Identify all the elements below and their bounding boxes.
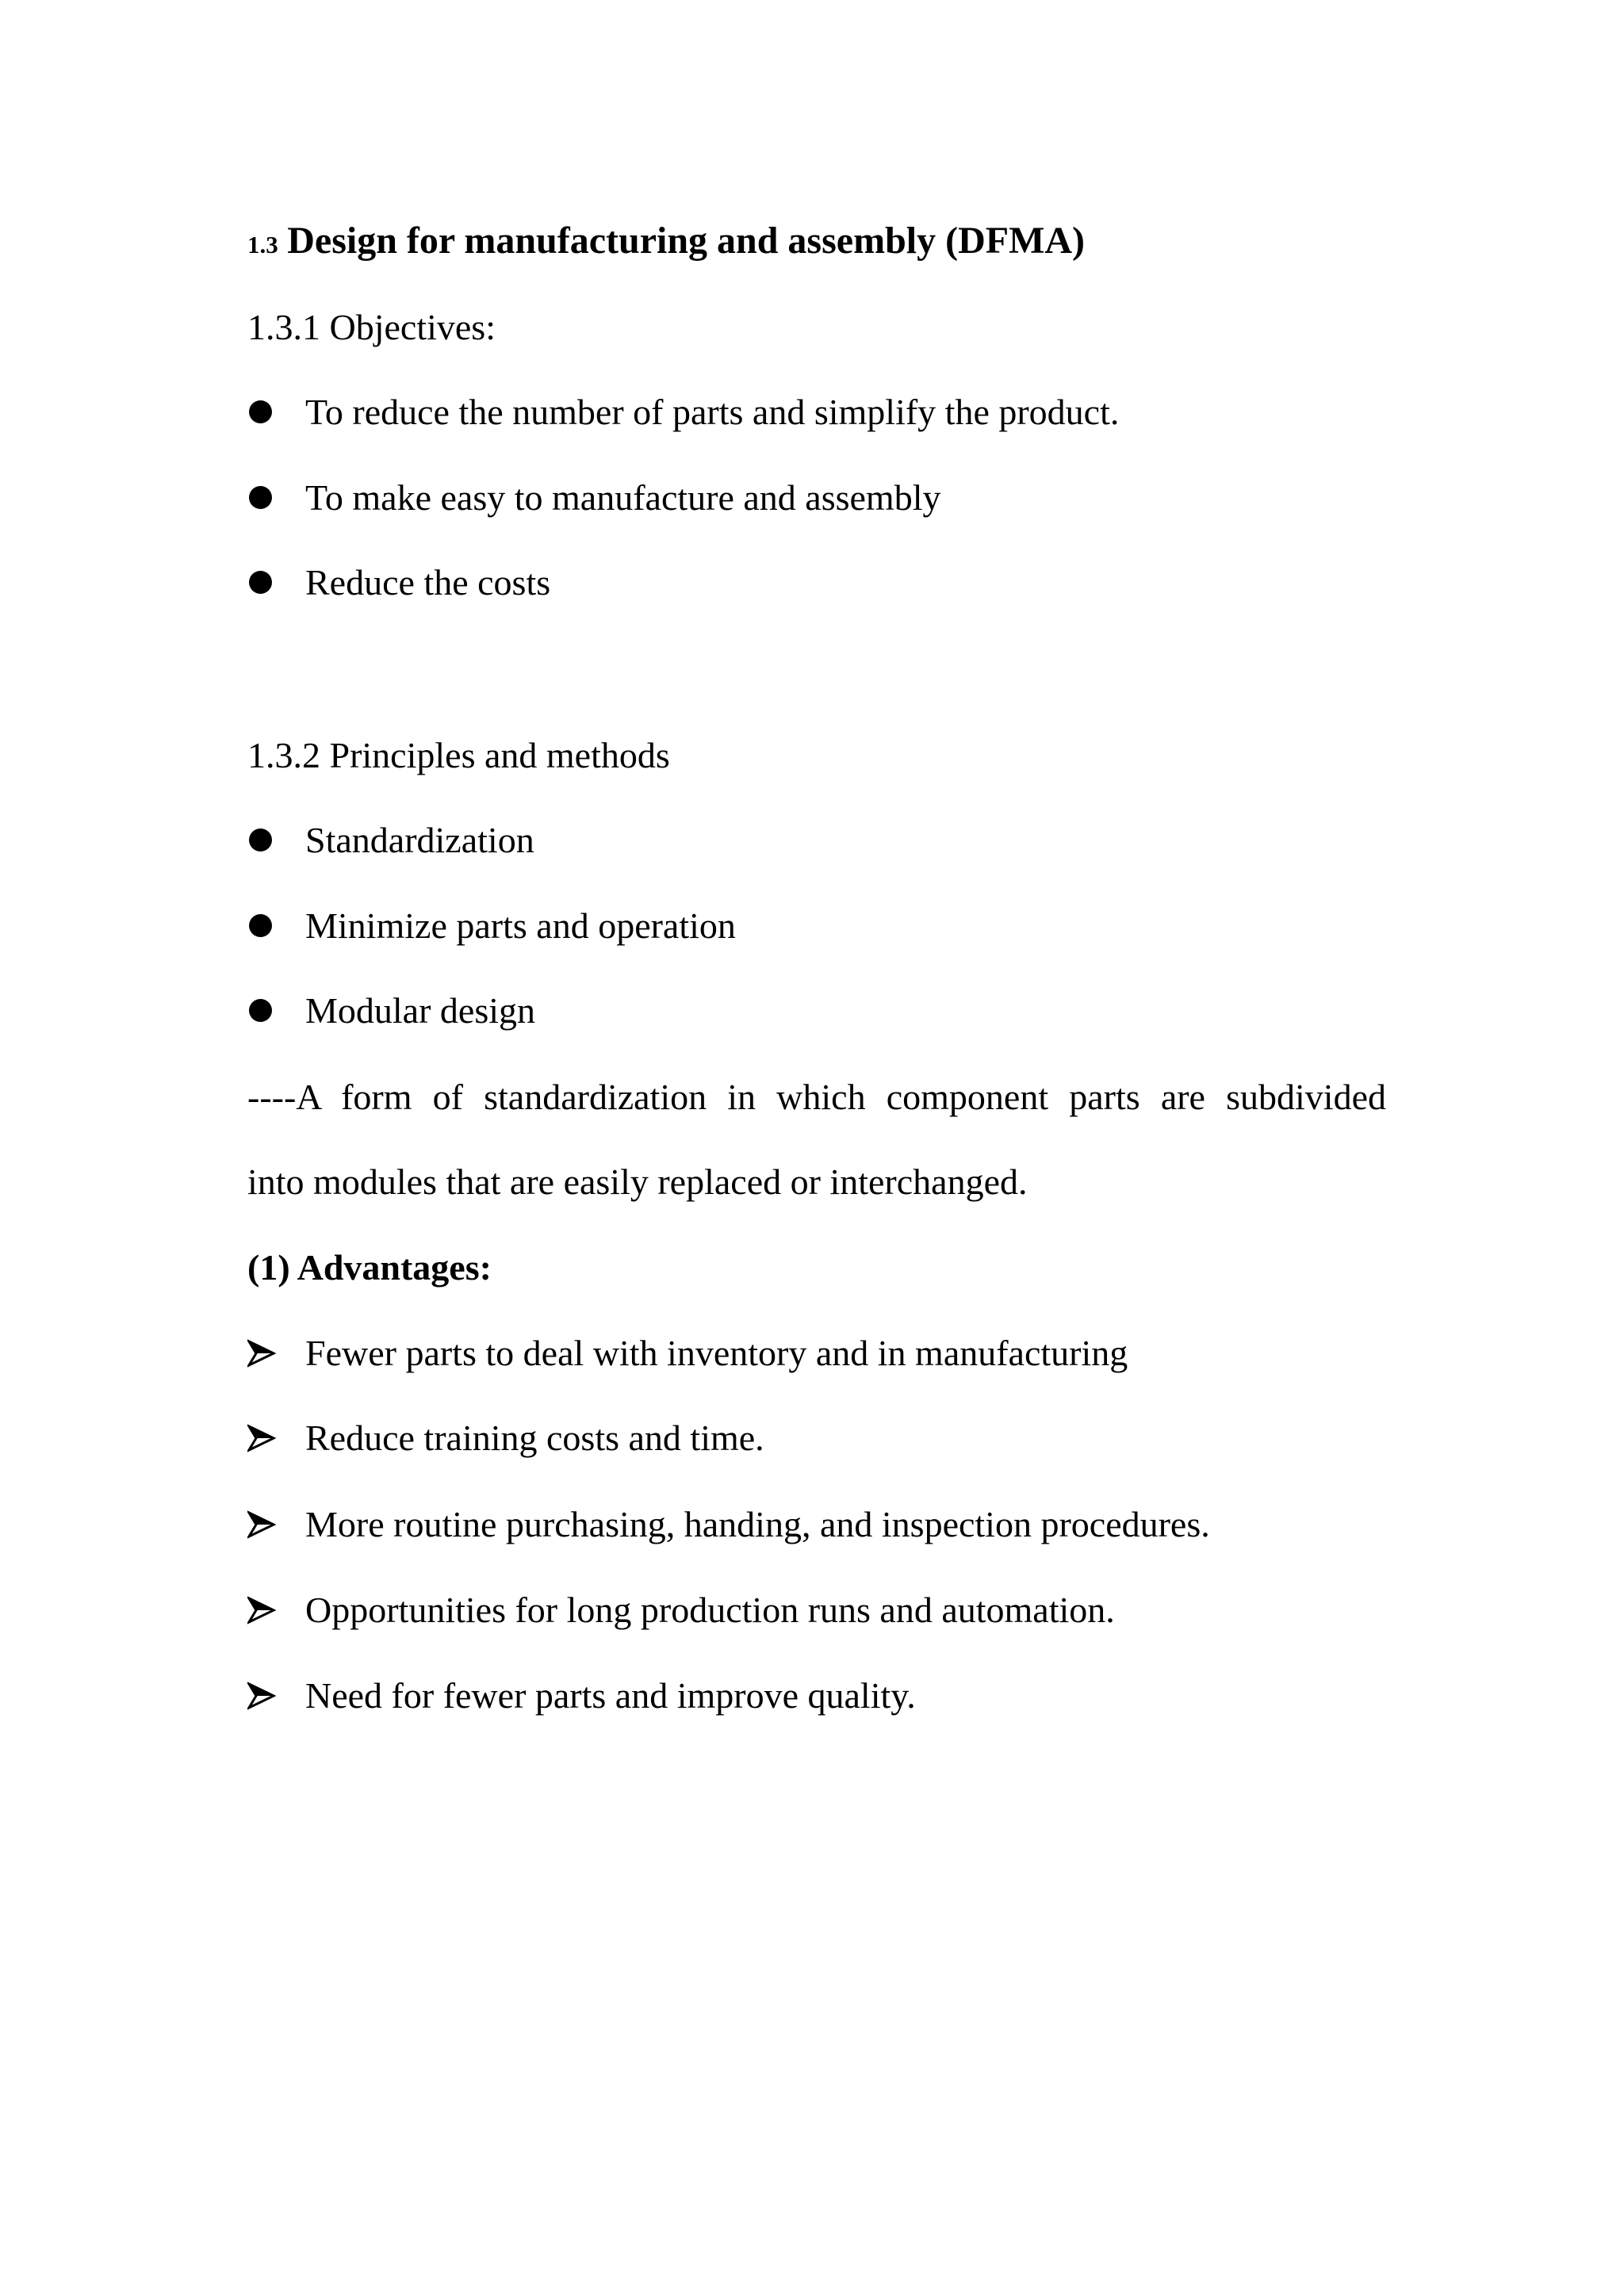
bullet-dot-icon (249, 486, 272, 509)
section-title: Design for manufacturing and assembly (DFMA) (287, 220, 1086, 262)
objectives-heading: 1.3.1 Objectives: (247, 307, 496, 347)
principle-item-text: Modular design (305, 990, 536, 1031)
arrow-bullet-icon (247, 1596, 276, 1624)
advantage-item-text: Fewer parts to deal with inventory and in manufacturing (305, 1333, 1128, 1373)
objective-item-text: Reduce the costs (305, 562, 551, 603)
advantage-item-text: More routine purchasing, handing, and inspection procedures. (305, 1504, 1210, 1544)
modular-description-line-2: into modules that are easily replaced or interchanged. (247, 1161, 1028, 1202)
objective-item-text: To make easy to manufacture and assembly (305, 477, 941, 518)
objective-item-text: To reduce the number of parts and simplify the product. (305, 392, 1120, 432)
principle-item-text: Standardization (305, 820, 534, 860)
bullet-dot-icon (249, 999, 272, 1022)
arrow-bullet-icon (247, 1682, 276, 1710)
advantage-item-text: Reduce training costs and time. (305, 1418, 764, 1458)
principles-heading: 1.3.2 Principles and methods (247, 735, 670, 775)
principle-item-text: Minimize parts and operation (305, 905, 736, 946)
bullet-dot-icon (249, 828, 272, 851)
advantage-item-text: Need for fewer parts and improve quality. (305, 1675, 916, 1716)
section-heading (247, 217, 1085, 269)
modular-description-line-1: ----A form of standardization in which component parts are subdivided (247, 1077, 1386, 1117)
arrow-bullet-icon (247, 1510, 276, 1539)
bullet-dot-icon (249, 571, 272, 594)
advantages-heading: (1) Advantages: (247, 1247, 492, 1288)
bullet-dot-icon (249, 400, 272, 423)
section-number: 1.3 (247, 231, 278, 258)
arrow-bullet-icon (247, 1424, 276, 1452)
bullet-dot-icon (249, 914, 272, 937)
arrow-bullet-icon (247, 1339, 276, 1368)
advantage-item-text: Opportunities for long production runs and automation. (305, 1590, 1115, 1630)
